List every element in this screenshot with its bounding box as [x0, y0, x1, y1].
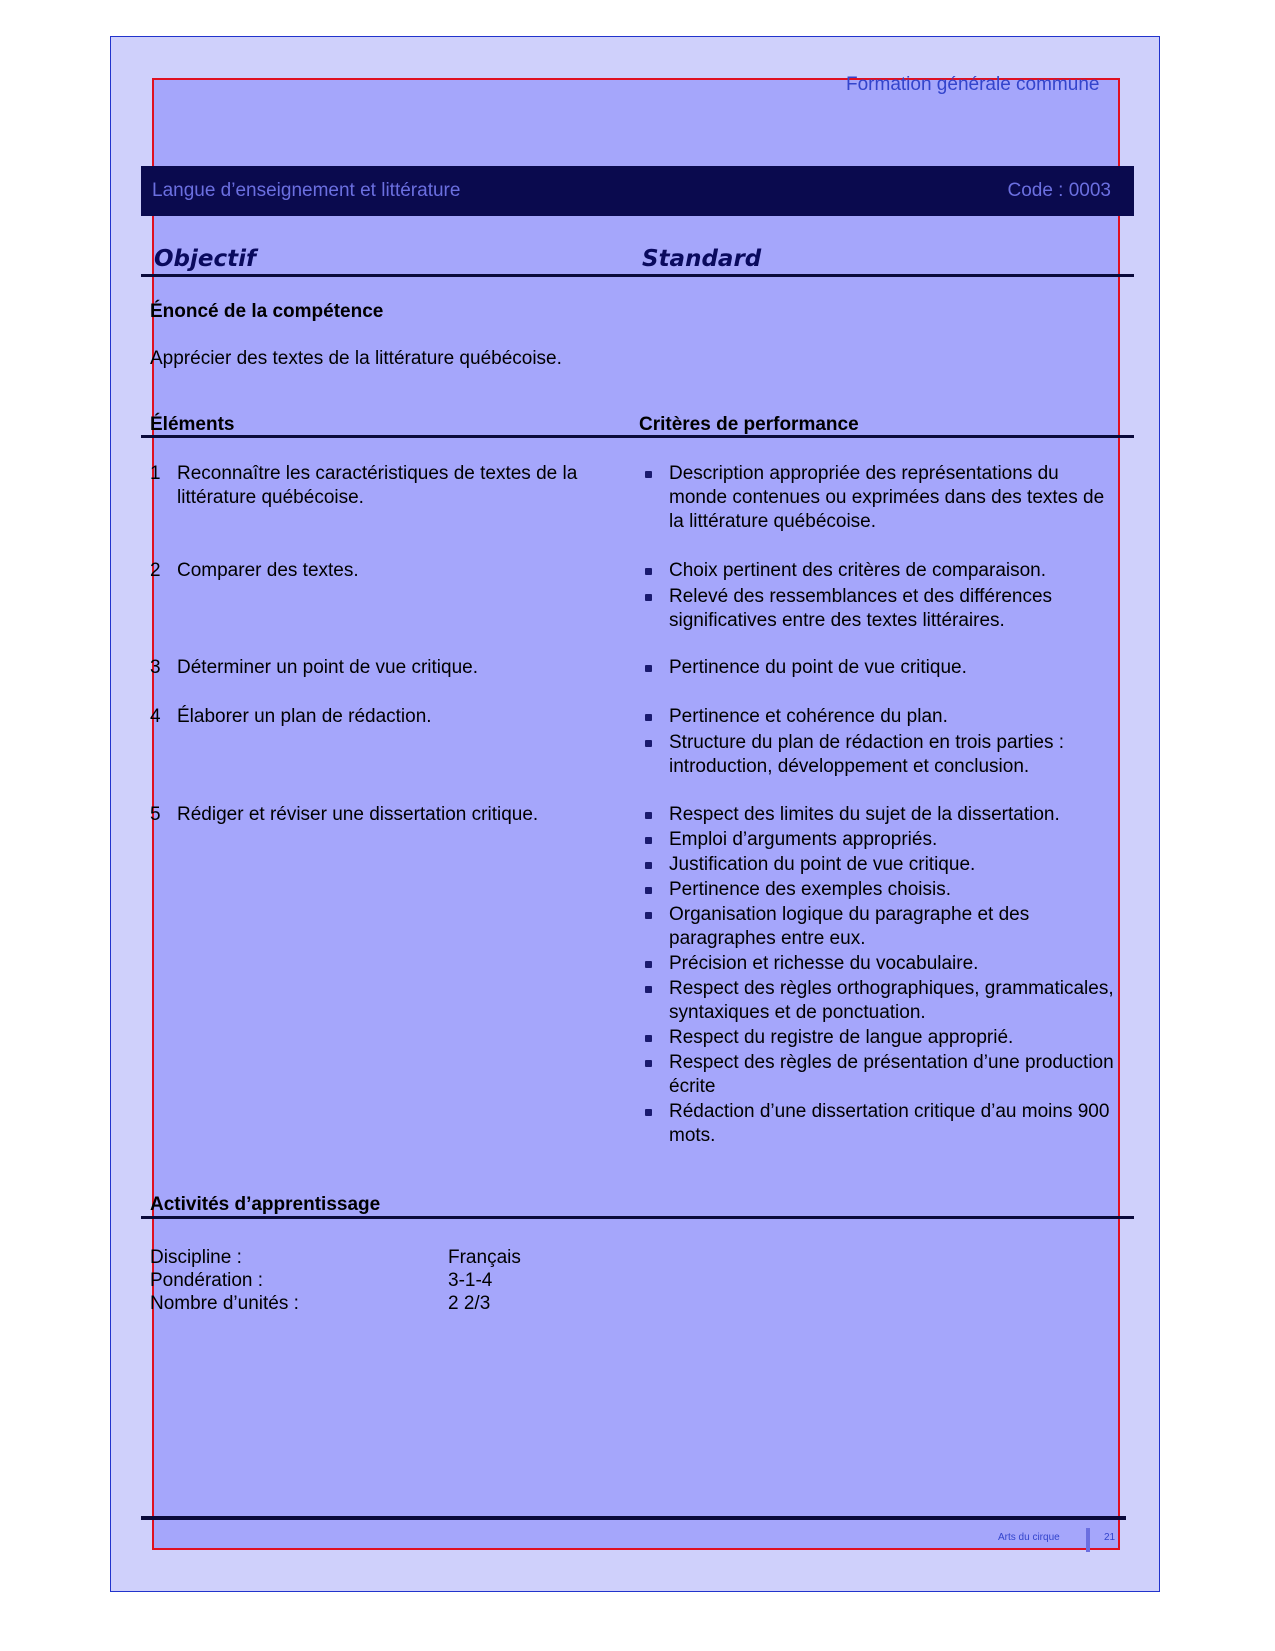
element-text: Reconnaître les caractéristiques de textes de la [177, 463, 578, 484]
divider [141, 274, 1134, 277]
bullet-icon [645, 1035, 652, 1042]
bullet-icon [645, 471, 652, 478]
course-code: Code : 0003 [1007, 180, 1111, 201]
criterion-text: Pertinence du point de vue critique. [669, 657, 967, 678]
bullet-icon [645, 812, 652, 819]
info-value: 2 2/3 [448, 1293, 491, 1314]
competence-text: Apprécier des textes de la littérature québécoise. [150, 348, 562, 369]
footer-separator [1086, 1528, 1090, 1552]
bullet-icon [645, 862, 652, 869]
element-text: Déterminer un point de vue critique. [177, 657, 478, 678]
info-label: Pondération : [150, 1270, 264, 1291]
info-label: Nombre d’unités : [150, 1293, 299, 1314]
elements-heading: Éléments [150, 414, 235, 435]
element-text: littérature québécoise. [177, 487, 364, 508]
objectif-heading: Objectif [154, 246, 257, 272]
info-label: Discipline : [150, 1247, 242, 1268]
criterion-text: Rédaction d’une dissertation critique d’au moins 900 mots. [669, 1101, 1110, 1146]
course-title: Langue d’enseignement et littérature [152, 180, 461, 201]
bullet-icon [645, 740, 652, 747]
bullet-icon [645, 568, 652, 575]
element-text: Rédiger et réviser une dissertation critique. [177, 804, 539, 825]
bullet-icon [645, 594, 652, 601]
footer-divider [141, 1516, 1126, 1520]
criterion-text: Choix pertinent des critères de comparaison. [669, 560, 1047, 581]
criterion-text: Respect des règles de présentation d’une production écrite [669, 1052, 1114, 1097]
criterion-text: Précision et richesse du vocabulaire. [669, 953, 979, 974]
bullet-icon [645, 665, 652, 672]
bullet-icon [645, 714, 652, 721]
info-value: 3-1-4 [448, 1270, 493, 1291]
element-text: Comparer des textes. [177, 560, 359, 581]
bullet-icon [645, 1060, 652, 1067]
info-value: Français [448, 1247, 521, 1268]
criterion-text: Organisation logique du paragraphe et des paragraphes entre eux. [669, 904, 1030, 949]
criterion-text: Description appropriée des représentations du monde contenues ou exprimées dans des textes de la littérature québécoise. [669, 463, 1105, 532]
element-number: 5 [150, 804, 161, 825]
criterion-text: Relevé des ressemblances et des différences significatives entre des textes littéraires. [669, 586, 1053, 631]
bullet-icon [645, 1109, 652, 1116]
bullet-icon [645, 986, 652, 993]
criteres-heading: Critères de performance [639, 414, 859, 435]
element-number: 2 [150, 560, 161, 581]
bullet-icon [645, 912, 652, 919]
footer-program: Arts du cirque [998, 1532, 1060, 1543]
divider [141, 1216, 1134, 1219]
criterion-text: Pertinence des exemples choisis. [669, 879, 951, 900]
bullet-icon [645, 961, 652, 968]
element-number: 3 [150, 657, 161, 678]
program-label: Formation générale commune [846, 74, 1100, 95]
element-number: 4 [150, 706, 161, 727]
criterion-text: Respect des limites du sujet de la dissertation. [669, 804, 1060, 825]
criterion-text: Emploi d’arguments appropriés. [669, 829, 938, 850]
criterion-text: Justification du point de vue critique. [669, 854, 976, 875]
criterion-text: Respect des règles orthographiques, grammaticales, syntaxiques et de ponctuation. [669, 978, 1114, 1023]
standard-heading: Standard [642, 246, 762, 272]
activites-heading: Activités d’apprentissage [150, 1194, 381, 1215]
bullet-icon [645, 887, 652, 894]
competence-heading: Énoncé de la compétence [150, 301, 384, 322]
criterion-text: Pertinence et cohérence du plan. [669, 706, 948, 727]
bullet-icon [645, 837, 652, 844]
element-text: Élaborer un plan de rédaction. [177, 706, 432, 727]
page-number: 21 [1104, 1532, 1116, 1543]
element-number: 1 [150, 463, 161, 484]
criterion-text: Structure du plan de rédaction en trois parties : introduction, développement et conclusion. [669, 732, 1065, 777]
criterion-text: Respect du registre de langue approprié. [669, 1027, 1014, 1048]
divider [141, 435, 1134, 438]
